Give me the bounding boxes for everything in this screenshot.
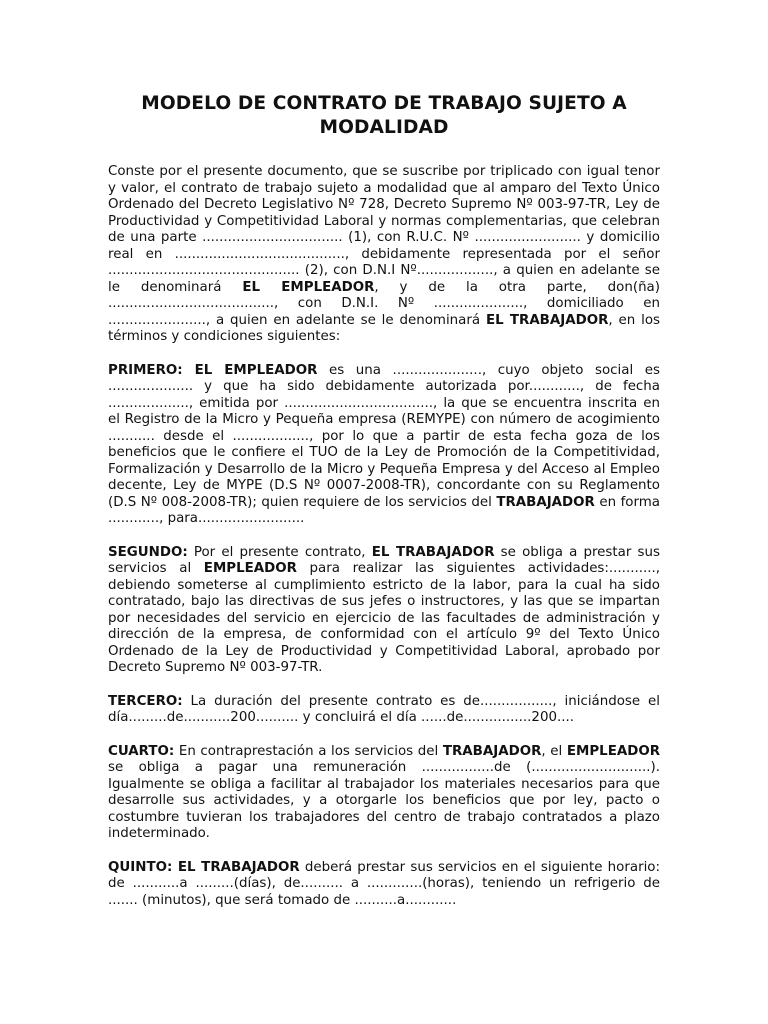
text-run: se obliga a pagar una remuneración .................de (............................). Igualmente se obliga a facilitar al trabajador los materiales necesarios para que desarrolle sus actividades, y a otorgarle los beneficios que por ley, pacto o costumbre tuvieran los trabajadores del centro de trabajo contratados a plazo indeterminado. <box>108 760 660 841</box>
bold-term: TRABAJADOR <box>496 494 595 510</box>
bold-term: EL TRABAJADOR <box>485 312 609 328</box>
text-run: Conste por el presente documento, que se suscribe por triplicado con igual tenor y valor, el contrato de trabajo sujeto a modalidad que al amparo del Texto Único Ordenado del Decreto Legislativo Nº 728, Decreto Supremo Nº 003-97-TR, Ley de Productividad y Competitividad Laboral y normas complementarias, que celebran de una parte ................................. (1), con R.U.C. Nº ......................... y domicilio real en ........................................, debidamente representada por el señor ............................................. (2), con D.N.I Nº.................., a quien en adelante se le denominará <box>108 164 660 295</box>
text-run: La duración del presente contrato es de................., iniciándose el día.........de...........200.......... y concluirá el día ......de................200.... <box>108 693 660 725</box>
bold-term: SEGUNDO: <box>108 544 188 560</box>
text-run: en forma ............, para......................... <box>108 494 660 526</box>
text-run: se obliga a prestar sus servicios al <box>108 544 660 576</box>
paragraph-tercero <box>108 694 660 727</box>
bold-term: EMPLEADOR <box>566 743 661 759</box>
bold-term: EL TRABAJADOR <box>371 544 495 560</box>
bold-term: EL EMPLEADOR <box>242 279 375 295</box>
paragraph-primero <box>108 363 660 528</box>
text-run: , el <box>541 743 567 759</box>
paragraph-quinto <box>108 860 660 910</box>
bold-term: TRABAJADOR <box>442 743 542 759</box>
bold-term: TERCERO: <box>108 693 183 709</box>
text-run: deberá prestar sus servicios en el siguiente horario: de ...........a .........(días), de.......... a .............(horas), teniendo un refrigerio de ....... (minutos), que será tomado de ..........a............ <box>108 859 661 908</box>
text-run: , en los términos y condiciones siguientes: <box>108 312 660 344</box>
paragraph-cuarto <box>108 744 660 843</box>
bold-term: PRIMERO: EL EMPLEADOR <box>108 362 318 378</box>
bold-term: QUINTO: EL TRABAJADOR <box>108 859 300 875</box>
text-run: En contraprestación a los servicios del <box>174 743 443 759</box>
bold-term: CUARTO: <box>108 743 175 759</box>
document-title: MODELO DE CONTRATO DE TRABAJO SUJETO A MODALIDAD <box>141 93 627 138</box>
text-run: , y de la otra parte, don(ña) ......................................., con D.N.I. Nº ....................., domiciliado en ......................., a quien en adelante se le denominará <box>108 279 660 328</box>
paragraph-segundo <box>108 545 660 677</box>
paragraph-intro <box>108 164 660 346</box>
text-run: es una ....................., cuyo objeto social es .................... y que ha sido debidamente autorizada por............, de fecha ..................., emitida por ..................................., la que se encuentra inscrita en el Registro de la Micro y Pequeña empresa (REMYPE) con número de acogimiento ........... desde el .................., por lo que a partir de esta fecha goza de los beneficios que le confiere el TUO de la Ley de Promoción de la Competitividad, Formalización y Desarrollo de la Micro y Pequeña Empresa y del Acceso al Empleo decente, Ley de MYPE (D.S Nº 0007-2008-TR), concordante con su Reglamento (D.S Nº 008-2008-TR); quien requiere de los servicios del <box>108 362 660 510</box>
document-body <box>108 164 660 926</box>
text-run: para realizar las siguientes actividades:..........., debiendo someterse al cumplimiento estricto de la labor, para la cual ha sido contratado, bajo las directivas de sus jefes o instructores, y las que se impartan por necesidades del servicio en ejercicio de las facultades de administración y dirección de la empresa, de conformidad con el artículo 9º del Texto Único Ordenado de la Ley de Productividad y Competitividad Laboral, aprobado por Decreto Supremo Nº 003-97-TR. <box>108 561 660 675</box>
bold-term: EMPLEADOR <box>203 561 297 576</box>
text-run: Por el presente contrato, <box>187 544 372 560</box>
